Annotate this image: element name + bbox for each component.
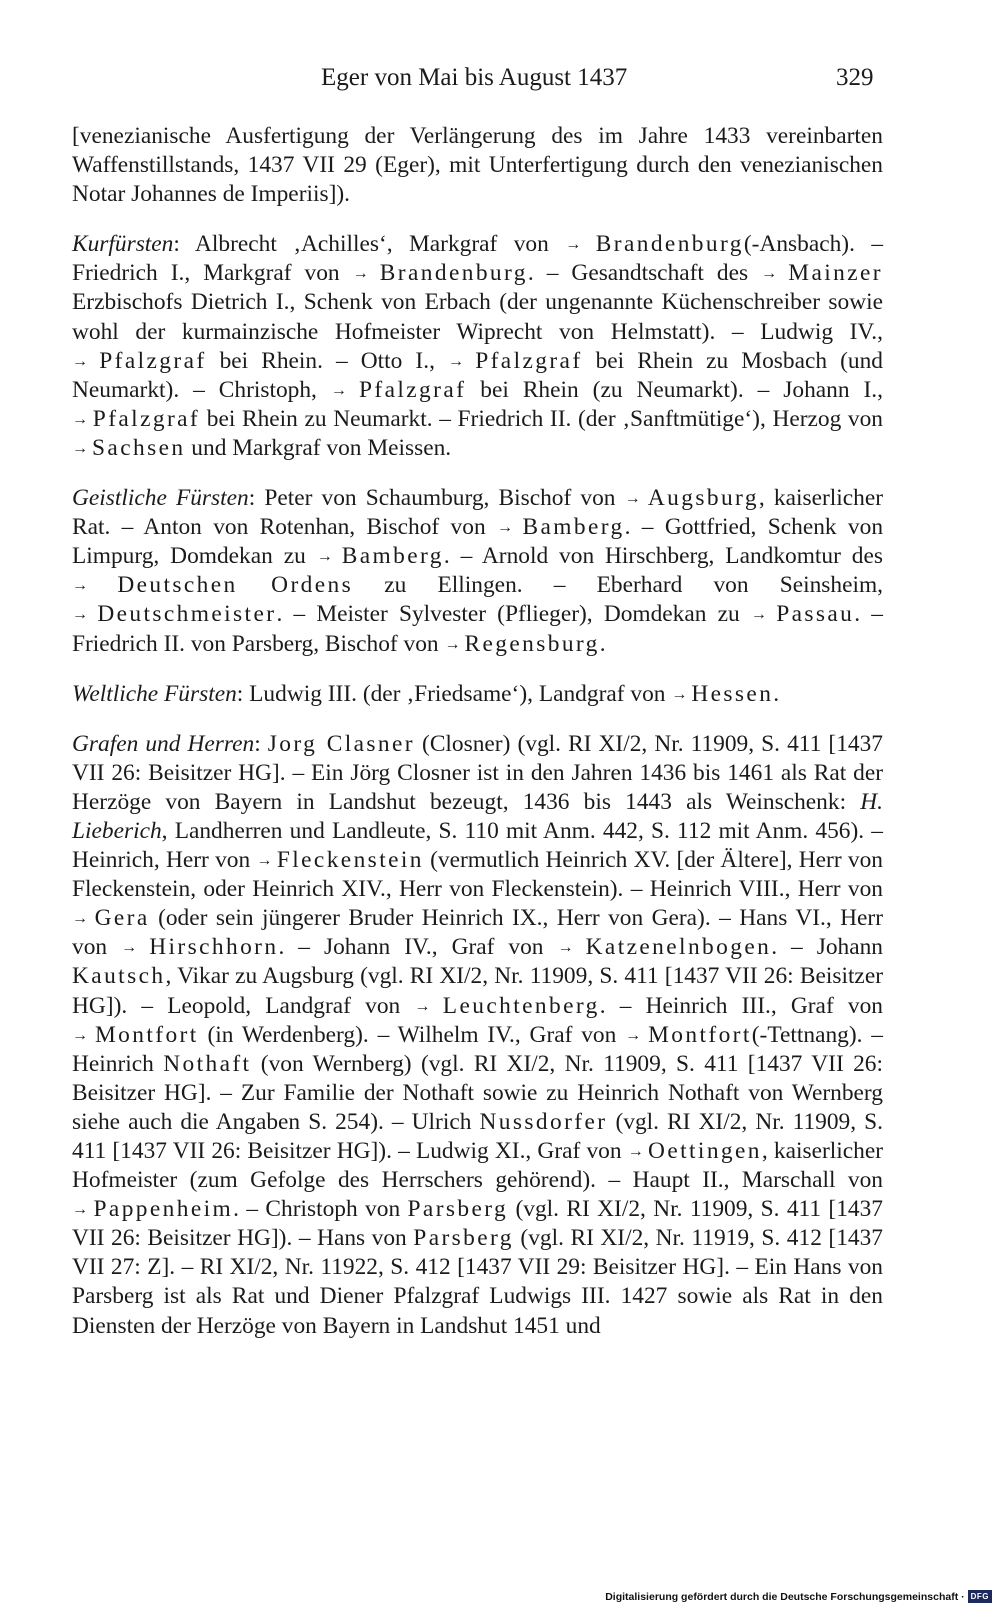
- text-run: zu Ellingen. – Eberhard von Seinsheim,: [353, 572, 883, 599]
- arrow-icon: →: [72, 410, 93, 428]
- text-run: (vgl. RI XI/2, Nr. 11909, S. 411 [1437 VII 26: Beisitzer HG]). – Hans von: [72, 1196, 884, 1252]
- arrow-icon: →: [565, 236, 596, 254]
- text-run: . – Christoph von: [233, 1196, 408, 1223]
- text-run: : Albrecht ‚Achilles‘, Markgraf von: [173, 231, 566, 258]
- index-reference: Gera: [94, 905, 150, 932]
- index-reference: Sachsen: [92, 434, 186, 461]
- text-run: , kaiserlicher Hofmeister (zum Gefolge des Herrschers gehörend). – Haupt II., Marschall von: [72, 1138, 884, 1194]
- index-reference: Augsburg: [647, 485, 759, 512]
- text-run: , Landherren und Landleute, S. 110 mit Anm. 442, S. 112 mit Anm. 456). – Heinrich, Herr von: [72, 817, 883, 874]
- text-run: (-Tettnang). – Heinrich: [72, 1021, 883, 1077]
- arrow-icon: →: [330, 381, 359, 399]
- text-run: (Closner) (vgl. RI XI/2, Nr. 11909, S. 411 [1437 VII 26: Beisitzer HG]. – Ein Jörg Closner ist in den Jahren 1436 bis 1461 als Rat der Herzöge von Bayern in Landshut bezeugt, 1436 bis 1443 als Weinschenk:: [72, 730, 883, 815]
- text-run: [venezianische Ausfertigung der Verlängerung des im Jahre 1433 vereinbarten Waffenstillstands, 1437 VII 29 (Eger), mit Unterfertigung durch den venezianischen Notar Johannes de Imperiis]).: [72, 123, 883, 208]
- index-reference: Bamberg: [522, 514, 625, 541]
- arrow-icon: →: [750, 606, 777, 624]
- arrow-icon: →: [447, 352, 476, 370]
- text-run: (vermutlich Heinrich XV. [der Ältere], Herr von Fleckenstein, oder Heinrich XIV., Herr von Fleckenstein). – Heinrich VIII., Herr von: [72, 847, 883, 903]
- index-reference: Parsberg: [413, 1225, 514, 1252]
- arrow-icon: →: [72, 606, 98, 624]
- footer-text: Digitalisierung gefördert durch die Deutsche Forschungsgemeinschaft ·: [605, 1590, 965, 1603]
- arrow-icon: →: [72, 439, 92, 457]
- arrow-icon: →: [72, 577, 118, 595]
- arrow-icon: →: [316, 548, 342, 566]
- text-run: , Vikar zu Augsburg (vgl. RI XI/2, Nr. 11909, S. 411 [1437 VII 26: Beisitzer HG]). – Leopold, Landgraf von: [72, 963, 883, 1019]
- text-run: bei Rhein zu Mosbach (und Neumarkt). – Christoph,: [72, 347, 883, 403]
- arrow-icon: →: [627, 1143, 649, 1160]
- dfg-logo: DFG: [968, 1590, 992, 1603]
- page-number: 329: [836, 64, 874, 91]
- index-reference: Montfort: [94, 1021, 199, 1048]
- page-body: [72, 122, 883, 1362]
- section-label: Grafen und Herren: [72, 730, 255, 757]
- text-run: (vgl. RI XI/2, Nr. 11909, S. 411 [1437 VII 26: Beisitzer HG]). – Ludwig XI., Graf von: [72, 1108, 883, 1164]
- index-reference: Pfalzgraf: [475, 347, 583, 374]
- text-run: bei Rhein (zu Neumarkt). – Johann I.,: [466, 376, 884, 403]
- arrow-icon: →: [671, 685, 692, 703]
- text-run: . – Friedrich II. von Parsberg, Bischof von: [72, 601, 883, 657]
- index-reference: Deutschen Ordens: [117, 572, 354, 599]
- arrow-icon: →: [256, 852, 277, 870]
- running-title: Eger von Mai bis August 1437: [321, 64, 628, 91]
- paragraph-grafen-und-herren: [72, 730, 883, 1341]
- text-run: . – Gesandtschaft des: [527, 260, 762, 287]
- index-reference: Pappenheim: [93, 1196, 234, 1223]
- text-run: und Markgraf von Meissen.: [185, 434, 452, 461]
- text-run: , kaiserlicher Rat. – Anton von Rotenhan, Bischof von: [72, 485, 883, 541]
- index-reference: Jorg Clasner: [267, 730, 415, 757]
- digitization-footer: [605, 1590, 992, 1603]
- index-reference: Deutschmeister: [97, 601, 277, 628]
- arrow-icon: →: [624, 490, 648, 508]
- index-reference: Brandenburg: [379, 260, 528, 287]
- index-reference: Nussdorfer: [479, 1108, 608, 1135]
- arrow-icon: →: [72, 352, 100, 370]
- arrow-icon: →: [414, 997, 443, 1015]
- text-run: (oder sein jüngerer Bruder Heinrich IX., Herr von Gera). – Hans VI., Herr von: [72, 905, 884, 961]
- index-reference: Mainzer: [788, 260, 883, 287]
- paragraph-weltliche-fuersten: [72, 680, 883, 709]
- index-reference: Pfalzgraf: [99, 347, 207, 374]
- text-run: . – Heinrich III., Graf von: [599, 992, 883, 1019]
- arrow-icon: →: [121, 939, 150, 957]
- arrow-icon: →: [72, 910, 95, 928]
- paragraph-kurfuersten: [72, 230, 883, 463]
- arrow-icon: →: [444, 635, 465, 653]
- index-reference: Pfalzgraf: [359, 376, 467, 403]
- text-run: (in Werdenberg). – Wilhelm IV., Graf von: [198, 1021, 626, 1048]
- text-run: . – Meister Sylvester (Pflieger), Domdekan zu: [276, 601, 751, 628]
- index-reference: Regensburg: [464, 630, 600, 657]
- text-run: bei Rhein. – Otto I.,: [206, 347, 448, 374]
- text-run: . – Johann IV., Graf von: [278, 934, 558, 961]
- arrow-icon: →: [72, 1026, 95, 1044]
- index-reference: Kautsch: [72, 963, 166, 990]
- index-reference: Hessen: [691, 680, 774, 707]
- text-run: (-Ansbach). – Friedrich I., Markgraf von: [72, 231, 884, 287]
- running-header: [0, 64, 1000, 94]
- text-run: .: [773, 680, 780, 707]
- text-run: .: [599, 630, 606, 657]
- text-run: . – Arnold von Hirschberg, Landkomtur des: [443, 543, 883, 570]
- paragraph-geistliche-fuersten: [72, 484, 883, 659]
- text-run: bei Rhein zu Neumarkt. – Friedrich II. (der ‚Sanftmütige‘), Herzog von: [200, 405, 884, 432]
- index-reference: Nothaft: [163, 1050, 252, 1077]
- arrow-icon: →: [496, 519, 523, 537]
- section-label: Kurfürsten: [72, 231, 174, 258]
- index-reference: Oettingen: [648, 1138, 762, 1164]
- text-run: : Peter von Schaumburg, Bischof von: [248, 485, 625, 512]
- text-run: (von Wernberg) (vgl. RI XI/2, Nr. 11909, S. 411 [1437 VII 26: Beisitzer HG]. – Zur Familie der Nothaft sowie zu Heinrich Nothaft von Wernberg siehe auch die Angaben S. 254). – Ulrich: [72, 1050, 883, 1135]
- text-run: :: [254, 730, 268, 757]
- arrow-icon: →: [625, 1026, 649, 1044]
- arrow-icon: →: [72, 1201, 94, 1219]
- text-run: . – Johann: [771, 934, 883, 961]
- section-label: Geistliche Fürsten: [72, 485, 249, 512]
- index-reference: Hirschhorn: [149, 934, 279, 961]
- arrow-icon: →: [557, 939, 586, 957]
- index-reference: Katzenelnbogen: [585, 934, 772, 961]
- text-run: . – Gottfried, Schenk von Limpurg, Domdekan zu: [72, 514, 884, 570]
- index-reference: Fleckenstein: [276, 847, 424, 874]
- index-reference: Brandenburg: [595, 231, 744, 258]
- index-reference: Passau: [776, 601, 855, 628]
- arrow-icon: →: [761, 265, 789, 283]
- arrow-icon: →: [352, 265, 380, 283]
- index-reference: Parsberg: [407, 1196, 509, 1223]
- paragraph-venetian-document: [72, 122, 883, 209]
- index-reference: Bamberg: [341, 543, 444, 570]
- text-run: Erzbischofs Dietrich I., Schenk von Erbach (der ungenannte Küchenschreiber sowie wohl der kurmainzische Hofmeister Wiprecht von Helmstatt). – Ludwig IV.,: [72, 289, 883, 345]
- text-run: (vgl. RI XI/2, Nr. 11919, S. 412 [1437 VII 27: Z]. – RI XI/2, Nr. 11922, S. 412 [1437 VII 29: Beisitzer HG]. – Ein Hans von Parsberg ist als Rat und Diener Pfalzgraf Ludwigs III. 1427 sowie als Rat in den Diensten der Herzöge von Bayern in Landshut 1451 und: [72, 1225, 883, 1339]
- cited-author: H. Lieberich: [72, 788, 883, 844]
- index-reference: Leuchtenberg: [442, 992, 600, 1019]
- index-reference: Montfort: [648, 1021, 752, 1048]
- index-reference: Pfalzgraf: [92, 405, 201, 432]
- section-label: Weltliche Fürsten: [72, 680, 237, 707]
- text-run: : Ludwig III. (der ‚Friedsame‘), Landgraf von: [236, 680, 672, 707]
